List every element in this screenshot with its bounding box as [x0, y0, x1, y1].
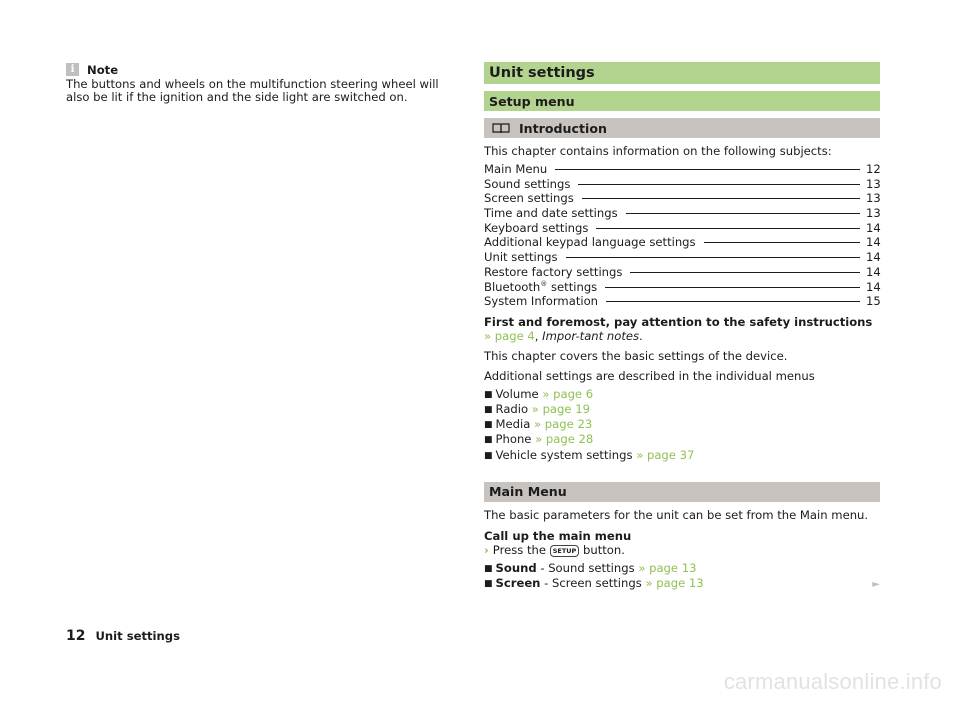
bullet-icon: ■ — [484, 563, 493, 574]
setup-button-icon: SETUP — [550, 545, 580, 557]
toc-leader — [578, 184, 860, 185]
toc-row[interactable] — [484, 250, 880, 265]
list-item: ■ Vehicle system settings » page 37 — [484, 447, 695, 462]
info-icon: i — [66, 63, 79, 76]
note-header — [66, 62, 462, 77]
toc-label: Time and date settings — [484, 206, 618, 221]
page-footer-title: Unit settings — [95, 629, 180, 643]
call-up-title: Call up the main menu — [484, 528, 632, 543]
book-icon — [492, 122, 510, 134]
bullet-icon: ■ — [484, 405, 493, 416]
content-column — [484, 62, 880, 592]
toc-label: Additional keypad language settings — [484, 235, 696, 250]
toc-page: 13 — [866, 176, 881, 191]
toc-label: System Information — [484, 294, 599, 309]
list-item: ■ Phone » page 28 — [484, 432, 594, 447]
additional-text: Additional settings are described in the individual menus — [484, 368, 815, 383]
toc-leader — [555, 169, 860, 170]
toc-label: Keyboard settings — [484, 220, 589, 235]
settings-list — [484, 562, 880, 592]
toc-row[interactable] — [484, 235, 880, 250]
chapter-title: Unit settings — [484, 62, 880, 84]
toc-leader — [605, 287, 860, 288]
toc-row[interactable] — [484, 162, 880, 177]
intro-title: Introduction — [519, 120, 607, 136]
toc-page: 13 — [866, 191, 881, 206]
toc-label: Sound settings — [484, 176, 571, 191]
toc-leader — [626, 213, 860, 214]
page-number: 12 — [66, 628, 86, 644]
toc-leader — [566, 257, 860, 258]
toc-page: 14 — [866, 279, 881, 294]
toc-page: 12 — [866, 162, 881, 176]
menu-list — [484, 388, 880, 464]
step-line — [484, 543, 880, 557]
intro-text: This chapter contains information on the following subjects: — [484, 144, 832, 158]
bullet-icon: ■ — [484, 420, 493, 431]
list-item: ■ Sound - Sound settings » page 13 — [484, 560, 697, 575]
list-item: ■ Screen - Screen settings » page 13 — [484, 576, 704, 591]
page-link[interactable]: » page 13 — [638, 560, 697, 575]
toc-label: Bluetooth® settings — [484, 279, 598, 294]
toc-row[interactable] — [484, 221, 880, 236]
page-link[interactable]: » page 6 — [542, 386, 594, 401]
toc-page: 15 — [866, 294, 881, 309]
toc-label: Main Menu — [484, 162, 548, 176]
safety-text: First and foremost, pay attention to the safety instructions — [484, 314, 873, 329]
section-title: Setup menu — [484, 91, 880, 111]
safety-ref: Impor-tant notes — [542, 328, 640, 343]
toc-label: Screen settings — [484, 191, 574, 206]
intro-header — [484, 118, 880, 138]
toc-label: Restore factory settings — [484, 264, 623, 279]
toc-label: Unit settings — [484, 250, 558, 265]
page-footer — [66, 628, 180, 644]
bullet-icon: ■ — [484, 435, 493, 446]
page-link[interactable]: » page 19 — [531, 402, 590, 417]
safety-paragraph — [484, 315, 880, 343]
safety-sep: , — [534, 328, 543, 343]
toc-leader — [704, 242, 860, 243]
continue-arrow-icon: ► — [872, 579, 880, 591]
basic-text: This chapter covers the basic settings of the device. — [484, 348, 788, 363]
toc-leader — [582, 198, 860, 199]
toc-row[interactable] — [484, 280, 880, 295]
step-prefix: Press the — [492, 542, 547, 557]
toc-page: 14 — [866, 235, 881, 250]
note-column — [66, 62, 462, 105]
safety-link[interactable]: » page 4 — [484, 328, 535, 343]
safety-end: . — [639, 328, 643, 343]
page-link[interactable]: » page 37 — [636, 447, 695, 462]
list-item: ■ Media » page 23 — [484, 417, 593, 432]
toc-page: 13 — [866, 206, 881, 221]
toc-leader — [630, 272, 860, 273]
page-link[interactable]: » page 13 — [645, 576, 704, 591]
toc-row[interactable] — [484, 206, 880, 221]
note-title: Note — [87, 62, 119, 77]
step-arrow-icon: › — [484, 542, 489, 557]
bullet-icon: ■ — [484, 389, 493, 400]
bullet-icon: ■ — [484, 450, 493, 461]
watermark: carmanualsonline.info — [723, 669, 942, 694]
toc-list — [484, 162, 880, 309]
toc-row[interactable] — [484, 294, 880, 309]
note-text: The buttons and wheels on the multifunction steering wheel will also be lit if the ignition and the side light are switched on. — [66, 77, 439, 105]
toc-page: 14 — [866, 220, 881, 235]
toc-leader — [596, 228, 860, 229]
toc-row[interactable] — [484, 265, 880, 280]
list-item: ■ Volume » page 6 — [484, 386, 594, 401]
main-menu-header: Main Menu — [484, 482, 880, 502]
toc-page: 14 — [866, 250, 881, 265]
page-link[interactable]: » page 28 — [535, 432, 594, 447]
step-suffix: button. — [583, 542, 625, 557]
list-item: ■ Radio » page 19 — [484, 402, 590, 417]
toc-row[interactable] — [484, 177, 880, 192]
main-menu-text: The basic parameters for the unit can be set from the Main menu. — [484, 507, 869, 522]
page-link[interactable]: » page 23 — [534, 417, 593, 432]
toc-page: 14 — [866, 264, 881, 279]
bullet-icon: ■ — [484, 579, 493, 590]
toc-row[interactable] — [484, 191, 880, 206]
toc-leader — [606, 301, 860, 302]
